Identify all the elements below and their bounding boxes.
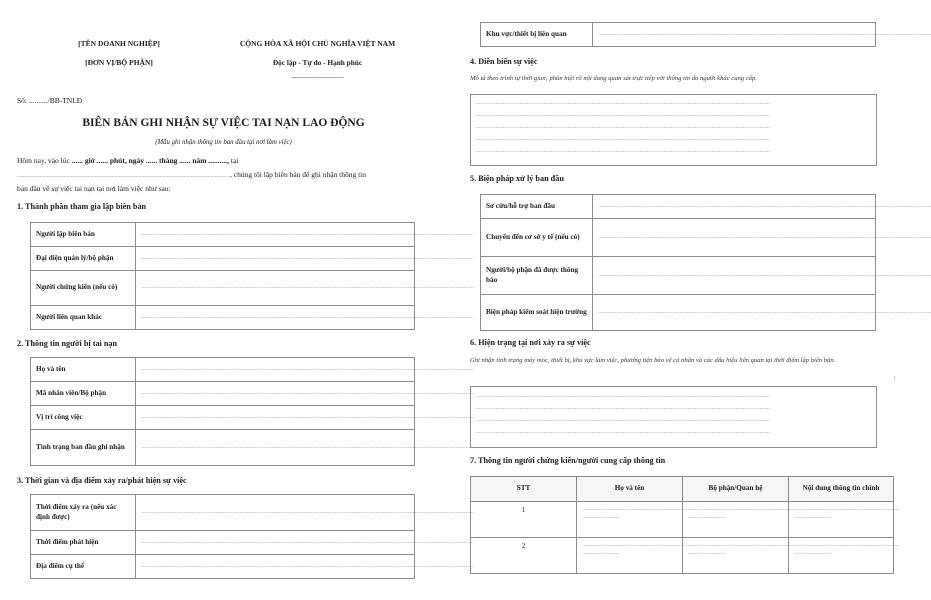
fill-cell[interactable] (136, 247, 475, 271)
row-label: Thời điểm phát hiện (31, 531, 136, 555)
intro-line-1 (17, 156, 430, 165)
section-1-heading: 1. Thành phần tham gia lập biên bản (17, 202, 147, 211)
fill-dots: .................................................................................................................................................................................................... (141, 538, 475, 545)
fill-dots: .................................................................................................................................................................................................... (476, 429, 770, 435)
column-header: Nội dung thông tin chính (789, 477, 894, 502)
nation-title: CỘNG HÒA XÃ HỘI CHỦ NGHĨA VIỆT NAM (239, 39, 396, 48)
section-4-heading: 4. Diễn biến sự việc (470, 57, 538, 66)
fill-dots: .................................................................................................................................................................................................... (141, 562, 475, 569)
table-row (31, 306, 415, 330)
victim-info-table (30, 357, 475, 466)
fill-cell[interactable] (136, 382, 475, 406)
fill-dots: .................................................................................................................................................................................................... (141, 313, 475, 320)
table-row (31, 382, 415, 406)
intro-line-2-text: , chúng tôi lập biên bản để ghi nhận thông tin (230, 170, 367, 179)
fill-cell[interactable] (593, 23, 931, 47)
table-row (481, 295, 876, 331)
row-label: Tình trạng ban đầu ghi nhận (31, 430, 136, 466)
row-label: Địa điểm cụ thể (31, 555, 136, 579)
fill-cell[interactable] (593, 219, 931, 257)
fill-cell[interactable] (789, 538, 900, 574)
fill-cell[interactable] (683, 502, 794, 538)
initial-measures-table (480, 194, 931, 331)
row-label: Chuyển đến cơ sở y tế (nếu có) (481, 219, 593, 257)
column-header: Họ và tên (577, 477, 683, 502)
event-description-box[interactable] (470, 94, 877, 166)
fill-cell[interactable] (136, 223, 475, 247)
table-row (31, 531, 415, 555)
document-title: BIÊN BẢN GHI NHẬN SỰ VIỆC TAI NẠN LAO ĐỘNG (82, 117, 365, 129)
table-row (31, 271, 415, 306)
fill-dots: .................................................................................................................................................................................................... (598, 308, 931, 315)
section-6-note: Ghi nhận tình trạng máy móc, thiết bị, khu vực làm việc, phương tiện bảo vệ cá nhân và các dấu hiệu liên quan tại thời điểm lập biên bản. (470, 357, 836, 364)
intro-line-2 (17, 170, 430, 179)
fill-cell[interactable] (789, 502, 900, 538)
row-label: Khu vực/thiết bị liên quan (481, 23, 593, 47)
table-row (31, 430, 415, 466)
intro-year-label: năm (192, 156, 207, 165)
intro-minute-day-label: phút, ngày (109, 156, 145, 165)
motto-underline: _______________ (291, 71, 344, 79)
fill-cell[interactable] (136, 306, 475, 330)
fill-dots: ...................... (582, 549, 620, 556)
fill-dots: .................................................................................................................................................................................................... (476, 417, 770, 423)
section-3-heading: 3. Thời gian và địa điểm xảy ra/phát hiện sự việc (17, 476, 187, 485)
fill-cell[interactable] (593, 295, 931, 331)
fill-dots: .............................................................. (688, 542, 794, 548)
row-label: Đại diện quản lý/bộ phận (31, 247, 136, 271)
table-row (481, 219, 876, 257)
fill-dots: .................................................................................................................................................................................................... (476, 124, 770, 130)
row-label: Thời điểm xảy ra (nếu xác định được) (31, 495, 136, 531)
fill-dots: ...................... (794, 549, 832, 556)
table-row (481, 23, 876, 47)
fill-dots: .................................................................................................................................................................................................... (141, 365, 475, 372)
section-7-heading: 7. Thông tin người chứng kiến/người cung cấp thông tin (470, 456, 666, 465)
table-row (31, 247, 415, 271)
table-row (471, 538, 894, 574)
fill-dots: .................................................................................................................................................................................................... (476, 100, 770, 106)
fill-cell[interactable] (136, 358, 475, 382)
fill-cell[interactable] (593, 257, 931, 295)
time-location-table (30, 494, 475, 579)
participants-table (30, 222, 475, 330)
resize-handle-icon[interactable]: ⋮ (891, 375, 898, 383)
section-2-heading: 2. Thông tin người bị tai nạn (17, 339, 118, 348)
row-label: Vị trí công việc (31, 406, 136, 430)
section-6-heading: 6. Hiện trạng tại nơi xảy ra sự việc (470, 338, 591, 347)
row-label: Họ và tên (31, 358, 136, 382)
fill-dots: .................................................................................................................................................................................................... (141, 254, 475, 261)
section-5-heading: 5. Biện pháp xử lý ban đầu (470, 174, 564, 183)
intro-dots: ...... (96, 156, 108, 165)
fill-dots: .................................................................................................................................................................................................... (141, 230, 475, 237)
row-number: 2 (471, 538, 577, 574)
fill-dots: .................................................................................................................................................................................................... (476, 393, 770, 399)
table-row (31, 358, 415, 382)
document-subtitle: (Mẫu ghi nhận thông tin ban đầu tại nơi làm việc) (155, 139, 292, 146)
intro-hour-label: giờ (84, 156, 95, 165)
fill-dots: .............................................................. (794, 542, 900, 548)
unit-name: [ĐƠN VỊ/BỘ PHẬN] (85, 58, 153, 67)
table-row (31, 555, 415, 579)
row-label: Người/bộ phận đã được thông báo (481, 257, 593, 295)
witness-table (470, 476, 900, 574)
row-number: 1 (471, 502, 577, 538)
fill-cell[interactable] (593, 195, 931, 219)
row-label: Người lập biên bản (31, 223, 136, 247)
document-number: Số: ........../BB-TNLĐ (17, 96, 83, 105)
intro-line-3: ban đầu về sự việc tai nạn tại nơi làm việc như sau: (17, 184, 171, 193)
fill-dots: .................................................................................................................................................................................................... (141, 443, 475, 450)
row-label: Sơ cứu/hỗ trợ ban đầu (481, 195, 593, 219)
fill-dots: ...................... (794, 513, 832, 520)
intro-text: Hôm nay, vào lúc (17, 156, 70, 165)
fill-cell[interactable] (577, 502, 688, 538)
intro-dots: ...... (179, 156, 191, 165)
fill-cell[interactable] (683, 538, 794, 574)
intro-dots: .........., (208, 156, 230, 165)
fill-cell[interactable] (577, 538, 688, 574)
fill-dots: .............................................................. (582, 542, 688, 548)
intro-dots: ...... (145, 156, 158, 165)
fill-dots: ...................... (688, 513, 726, 520)
company-name: [TÊN DOANH NGHIỆP] (78, 39, 160, 48)
row-label: Biện pháp kiểm soát hiện trường (481, 295, 593, 331)
table-row (31, 406, 415, 430)
column-header: STT (471, 477, 577, 502)
table-row (481, 195, 876, 219)
fill-dots: .................................................................................................................................................................................................... (476, 148, 770, 154)
site-condition-box[interactable] (470, 386, 877, 448)
row-label: Người liên quan khác (31, 306, 136, 330)
fill-cell[interactable] (136, 430, 475, 466)
fill-dots: .................................................................................................................................................................................................... (476, 405, 770, 411)
fill-cell[interactable] (136, 531, 475, 555)
fill-dots: ...................... (582, 513, 620, 520)
section-4-note: Mô tả theo trình tự thời gian; phân biệt rõ nội dung quan sát trực tiếp với thông tin do người khác cung cấp. (470, 75, 757, 82)
fill-dots: .................................................................................................................................................................................................... (598, 271, 931, 278)
row-label: Mã nhân viên/Bộ phận (31, 382, 136, 406)
document-page-right (448, 0, 931, 600)
fill-dots: .................................................................................................................................................................................................... (598, 202, 931, 209)
fill-dots: .............................................................. (688, 506, 794, 512)
row-label: Người chứng kiến (nếu có) (31, 271, 136, 306)
related-area-table (480, 22, 931, 47)
fill-dots: .................................................................................................................................................................................................... (476, 112, 770, 118)
table-row (481, 257, 876, 295)
intro-month-label: tháng (159, 156, 178, 165)
fill-cell[interactable] (136, 271, 475, 306)
motto: Độc lập - Tự do - Hạnh phúc (272, 58, 363, 67)
fill-dots: .................................................................................................................................................................................................... (598, 233, 931, 240)
fill-dots: .................................................................................................................................................................................................... (141, 389, 475, 396)
intro-location-dots: .............................................................................................................................................. (17, 173, 230, 179)
fill-dots: .................................................................................................................................................................................................... (141, 508, 475, 515)
fill-cell[interactable] (136, 406, 475, 430)
fill-dots: .............................................................. (794, 506, 900, 512)
intro-dots: ...... (71, 156, 83, 165)
fill-dots: .............................................................. (582, 506, 688, 512)
column-header: Bộ phận/Quan hệ (683, 477, 789, 502)
fill-dots: .................................................................................................................................................................................................... (476, 136, 770, 142)
fill-dots: .................................................................................................................................................................................................... (141, 413, 475, 420)
fill-cell[interactable] (136, 555, 475, 579)
intro-at-label: tại (230, 156, 239, 165)
table-row (31, 223, 415, 247)
fill-dots: .................................................................................................................................................................................................... (598, 30, 931, 37)
table-row (31, 495, 415, 531)
table-header-row (471, 477, 894, 502)
fill-dots: ...................... (688, 549, 726, 556)
fill-cell[interactable] (136, 495, 475, 531)
table-row (471, 502, 894, 538)
fill-dots: .................................................................................................................................................................................................... (141, 284, 475, 291)
